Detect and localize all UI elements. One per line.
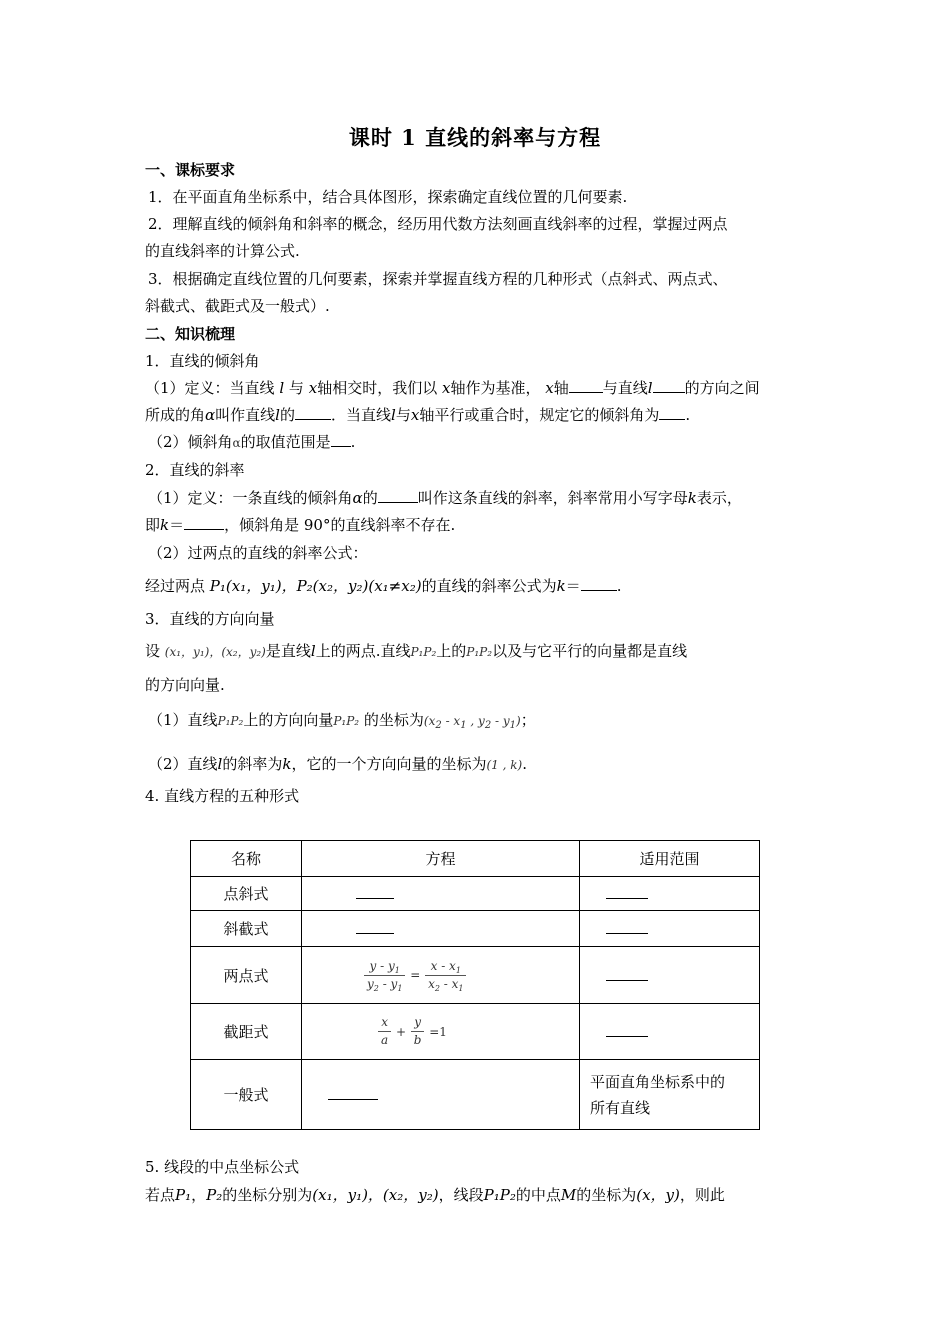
fraction: $\frac{x}{a}$ (378, 1014, 391, 1049)
fill-blank (581, 576, 617, 591)
requirement-3a: 3．根据确定直线位置的几何要素，探索并掌握直线方程的几种形式（点斜式、两点式、 (148, 270, 728, 288)
topic-3-heading: 3．直线的方向向量 (145, 610, 275, 628)
inclination-definition-line1: （1）定义：当直线 l 与 x轴相交时，我们以 x轴作为基准， x轴 与直线l 的方向之间 (145, 379, 760, 397)
fill-blank (356, 919, 394, 934)
fill-blank (295, 405, 331, 420)
requirement-3b: 斜截式、截距式及一般式）. (145, 297, 330, 315)
fill-blank (606, 966, 648, 981)
topic-1-heading: 1．直线的倾斜角 (145, 352, 260, 370)
fill-blank (356, 884, 394, 899)
slope-direction-vector: （2）直线l的斜率为k，它的一个方向向量的坐标为(1 , k). (148, 755, 527, 773)
intercept-form-equation: $\frac{x}{a}$ + $\frac{y}{b}$ =1 (302, 1004, 580, 1060)
fill-blank (328, 1085, 378, 1100)
inclination-definition-line2: 所成的角α叫作直线l的 ．当直线l与x轴平行或重合时，规定它的倾斜角为 . (145, 406, 691, 424)
two-point-slope-formula: 经过两点 P₁(x₁，y₁)，P₂(x₂，y₂)(x₁≠x₂)的直线的斜率公式为k＝ . (145, 577, 622, 595)
table-row: 斜截式 (191, 911, 760, 947)
table-row: 两点式 $\frac{y - y_1}{y_2 - y_1}$ = $\frac{x - x_1}{x_2 - x_1}$ (191, 947, 760, 1004)
section-heading-2: 二、知识梳理 (145, 325, 236, 343)
fill-blank (606, 884, 648, 899)
two-point-form-equation: $\frac{y - y_1}{y_2 - y_1}$ = $\frac{x - x_1}{x_2 - x_1}$ (302, 947, 580, 1004)
requirement-2a: 2．理解直线的倾斜角和斜率的概念，经历用代数方法刻画直线斜率的过程，掌握过两点 (148, 215, 728, 233)
header-name: 名称 (191, 841, 302, 877)
topic-5-heading: 5. 线段的中点坐标公式 (145, 1158, 300, 1176)
header-scope: 适用范围 (580, 841, 760, 877)
direction-vector-line2: 的方向向量. (145, 676, 225, 694)
fill-blank (331, 432, 351, 447)
fill-blank (653, 378, 685, 393)
table-row: 截距式 $\frac{x}{a}$ + $\frac{y}{b}$ =1 (191, 1004, 760, 1060)
line-equation-forms-table (190, 840, 760, 1130)
fill-blank (606, 919, 648, 934)
table-header-row (191, 841, 760, 877)
inclination-range: （2）倾斜角α的取值范围是 . (148, 433, 356, 451)
slope-definition-line1: （1）定义：一条直线的倾斜角α的 叫作这条直线的斜率，斜率常用小写字母k表示， (148, 489, 742, 507)
two-point-slope-heading: （2）过两点的直线的斜率公式： (148, 544, 368, 562)
midpoint-formula-line: 若点P₁，P₂的坐标分别为(x₁，y₁)，(x₂，y₂)，线段P₁P₂的中点M的坐标为(x，y)，则此 (145, 1186, 725, 1204)
direction-vector-line1: 设 (x₁，y₁)，(x₂，y₂)是直线l上的两点.直线P₁P₂上的P₁P₂以及与它平行的向量都是直线 (145, 642, 688, 660)
requirement-1: 1．在平面直角坐标系中，结合具体图形，探索确定直线位置的几何要素. (148, 188, 628, 206)
fill-blank (184, 515, 224, 530)
slope-definition-line2: 即k＝ ，倾斜角是 90°的直线斜率不存在. (145, 516, 456, 534)
requirement-2b: 的直线斜率的计算公式. (145, 242, 300, 260)
topic-2-heading: 2．直线的斜率 (145, 461, 245, 479)
table-row: 点斜式 (191, 877, 760, 911)
fraction: $\frac{y - y_1}{y_2 - y_1}$ (364, 958, 405, 993)
page-title: 课时 1 直线的斜率与方程 (348, 125, 602, 150)
fraction: $\frac{x - x_1}{x_2 - x_1}$ (425, 958, 466, 993)
fill-blank (606, 1022, 648, 1037)
table-row: 一般式 平面直角坐标系中的 所有直线 (191, 1060, 760, 1130)
topic-4-heading: 4. 直线方程的五种形式 (145, 787, 300, 805)
section-heading-1: 一、课标要求 (145, 161, 236, 179)
fraction: $\frac{y}{b}$ (411, 1014, 425, 1049)
general-form-scope: 平面直角坐标系中的 所有直线 (580, 1060, 760, 1130)
fill-blank (659, 405, 685, 420)
header-equation: 方程 (302, 841, 580, 877)
fill-blank (378, 488, 418, 503)
fill-blank (569, 378, 603, 393)
direction-vector-coords: （1）直线P₁P₂上的方向向量P₁P₂ 的坐标为($x_2 - x_1$ , $y_2 - y_1$)； (148, 711, 536, 731)
vector-coordinate-expression: ($x_2 - x_1$ , $y_2 - y_1$) (423, 714, 521, 731)
